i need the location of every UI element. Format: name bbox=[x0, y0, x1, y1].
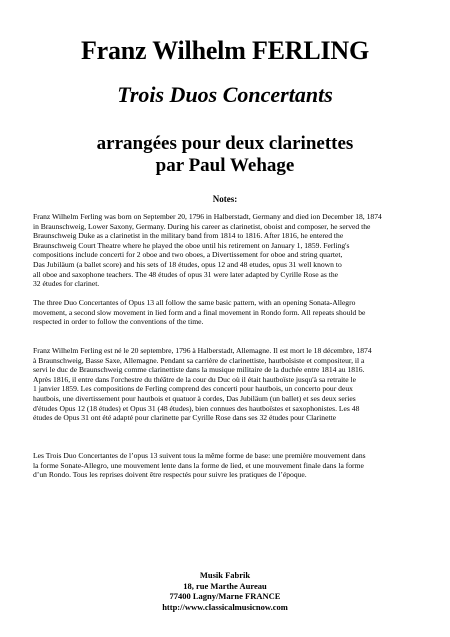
text-line: d’un Rondo. Tous les reprises doivent être respectés pour suivre les pratiques de l’époque. bbox=[33, 470, 307, 480]
notes-paragraph-3 bbox=[33, 346, 425, 423]
publisher-street: 18, rue Marthe Aureau bbox=[183, 580, 267, 591]
text-line: compositions include concerti for 2 oboe and two oboes, a Divertissement for oboe and string quartet, bbox=[33, 250, 343, 260]
arrangement-line-2: par Paul Wehage bbox=[155, 155, 295, 176]
text-line: movement, a second slow movement in lied form and a final movement in Rondo form. All repeats should be bbox=[33, 307, 366, 317]
composer-name: Franz Wilhelm FERLING bbox=[80, 36, 370, 65]
publisher-city: 77400 Lagny/Marne FRANCE bbox=[169, 591, 281, 601]
text-line: in Braunschweig, Lower Saxony, Germany. During his career as clarinetist, oboist and composer, he served the bbox=[33, 221, 371, 231]
publisher-name: Musik Fabrik bbox=[199, 570, 251, 580]
text-line: The three Duo Concertantes of Opus 13 all follow the same basic pattern, with an opening Sonata-Allegro bbox=[33, 298, 356, 307]
text-line: Braunschweig Duke as a clarinetist in the military band from 1814 to 1816. After 1816, he entered the bbox=[33, 231, 344, 241]
text-line: hautbois, une divertissement pour hautbois et quatuor à cordes, Das Jubiläum (un ballet) et ses deux series bbox=[33, 393, 356, 403]
text-line: 32 études for clarinet. bbox=[33, 279, 100, 289]
text-line: servi le duc de Braunschweig comme clarinettiste dans la musique militaire de la duchée entre 1814 au 1816. bbox=[33, 365, 365, 375]
arrangement-line-1: arrangées pour deux clarinettes bbox=[96, 133, 354, 154]
text-line: respected in order to follow the conventions of the time. bbox=[33, 317, 204, 327]
text-line: la forme Sonate-Allegro, une mouvement lente dans la forme de lied, et une mouvement finale dans la forme bbox=[33, 460, 364, 470]
text-line: d'études Opus 12 (18 études) et Opus 31 (48 études), bien connues des hautboïstes et saxophonistes. Les 48 bbox=[33, 403, 360, 413]
text-line: Les Trois Duo Concertantes de l’opus 13 suivent tous la même forme de base: une première mouvement dans bbox=[33, 451, 366, 460]
text-line: Après 1816, il entre dans l'orchestre du théâtre de la cour du Duc où il était hautboïste jusqu'à sa retraite le bbox=[33, 374, 357, 384]
text-line: à Braunschweig, Basse Saxe, Allemagne. Pendant sa carrière de clarinettiste, hautboïsiste et compositeur, il a bbox=[33, 355, 365, 365]
notes-paragraph-1 bbox=[33, 212, 425, 289]
text-line: 1 janvier 1859. Les compositions de Ferling comprend des concerti pour hautbois, un concerto pour deux bbox=[33, 384, 353, 394]
notes-paragraph-4 bbox=[33, 451, 425, 480]
work-title: Trois Duos Concertants bbox=[117, 82, 333, 107]
text-line: Franz Wilhelm Ferling was born on September 20, 1796 in Halberstadt, Germany and died ion December 18, 1874 bbox=[33, 212, 382, 221]
text-line: all oboe and saxophone teachers. The 48 études of opus 31 were later adapted by Cyrille Rose as the bbox=[33, 269, 338, 279]
text-line: Das Jubiläum (a ballet score) and his sets of 18 études, opus 12 and 48 etudes, opus 31 well known to bbox=[33, 259, 342, 269]
notes-paragraph-2 bbox=[33, 298, 425, 327]
text-line: Franz Wilhelm Ferling est né le 20 septembre, 1796 à Halberstadt, Allemagne. Il est mort le 18 décembre, 1874 bbox=[33, 346, 372, 355]
notes-heading: Notes: bbox=[212, 194, 238, 204]
publisher-block bbox=[0, 570, 450, 612]
text-line: Braunschweig Court Theatre where he played the oboe until his retirement on January 1, 1859. Ferling's bbox=[33, 240, 350, 250]
text-line: études de Opus 31 ont été adapté pour clarinette par Cyrille Rose dans ses 32 études pour Clarinette bbox=[33, 413, 337, 423]
publisher-url[interactable]: http://www.classicalmusicnow.com bbox=[162, 601, 288, 612]
